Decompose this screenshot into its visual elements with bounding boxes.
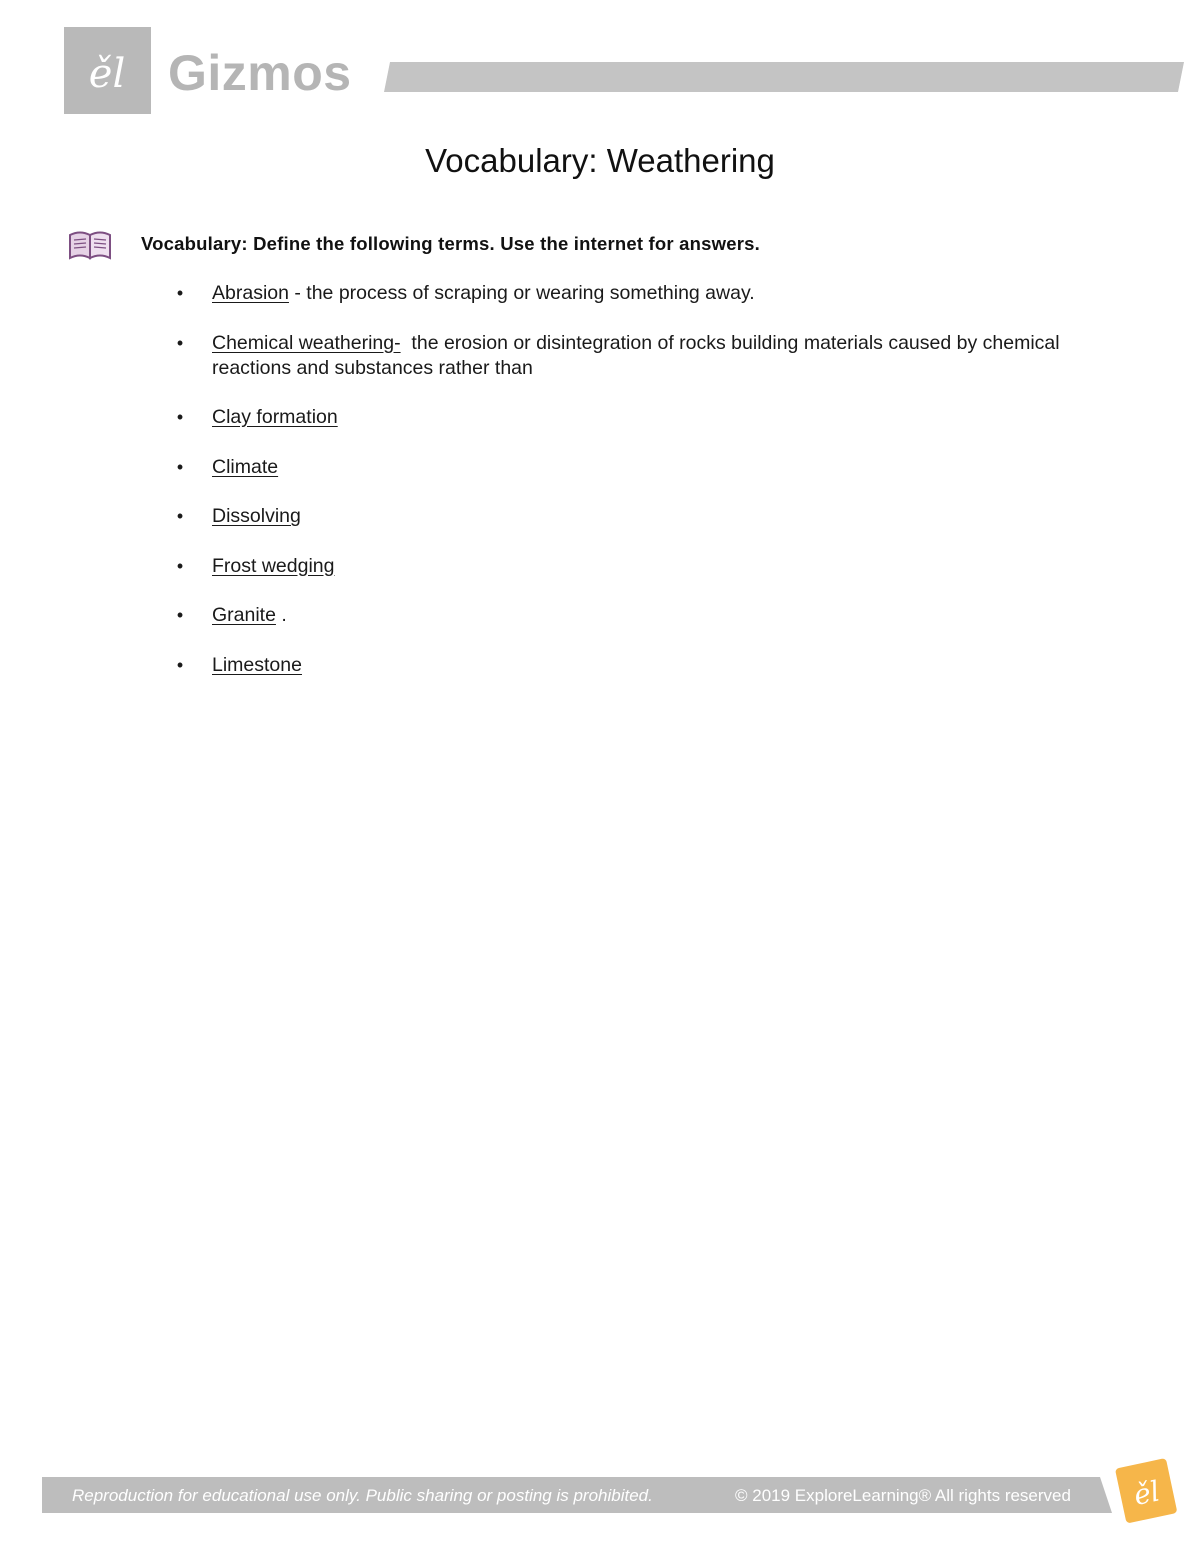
- vocab-term: Limestone: [212, 653, 302, 676]
- svg-text:ěl: ěl: [88, 51, 126, 97]
- bullet-icon: •: [176, 605, 184, 625]
- vocab-item-frost-wedging: [170, 554, 1070, 579]
- explorelearning-logo-icon: [64, 27, 151, 114]
- vocab-term: Dissolving: [212, 505, 301, 527]
- vocab-item-dissolving: [170, 504, 1070, 529]
- vocab-term: Abrasion: [212, 282, 289, 304]
- vocab-term: Granite: [212, 604, 276, 626]
- vocab-term: Climate: [212, 455, 279, 478]
- vocab-term: Clay formation: [212, 406, 338, 428]
- vocab-definition: the erosion or disintegration of rocks building materials caused by chemical reactions and substances rather than: [212, 331, 1066, 379]
- vocab-definition: - the process of scraping or wearing something away.: [288, 282, 755, 304]
- header-bar: [384, 62, 1184, 92]
- instruction-text: Vocabulary: Define the following terms. Use the internet for answers.: [141, 233, 760, 254]
- vocab-definition: .: [275, 604, 287, 626]
- bullet-icon: •: [176, 456, 184, 477]
- explorelearning-footer-logo-icon: [1112, 1455, 1178, 1525]
- bullet-icon: •: [176, 407, 184, 427]
- bullet-icon: •: [176, 555, 184, 576]
- bullet-icon: •: [176, 283, 184, 303]
- vocab-item-abrasion: [170, 281, 1070, 306]
- vocab-list: [170, 281, 1070, 702]
- gizmos-logo-mark: [64, 27, 151, 114]
- page-title: Vocabulary: Weathering: [425, 142, 775, 179]
- vocab-term: Chemical weathering-: [212, 331, 401, 354]
- book-icon: [66, 228, 114, 262]
- vocab-item-chemical-weathering: [170, 331, 1070, 381]
- bullet-icon: •: [176, 506, 184, 526]
- footer-copyright: © 2019 ExploreLearning® All rights reserved: [735, 1486, 1071, 1505]
- bullet-icon: •: [176, 332, 184, 353]
- bullet-icon: •: [176, 654, 184, 675]
- vocab-item-clay-formation: [170, 405, 1070, 430]
- svg-text:ěl: ěl: [1130, 1474, 1163, 1513]
- vocab-item-limestone: [170, 653, 1070, 678]
- vocab-item-granite: [170, 603, 1070, 628]
- vocab-item-climate: [170, 455, 1070, 480]
- vocab-term: Frost wedging: [212, 554, 335, 577]
- footer-notice: Reproduction for educational use only. Public sharing or posting is prohibited.: [72, 1486, 653, 1505]
- gizmos-brand: Gizmos: [168, 45, 352, 101]
